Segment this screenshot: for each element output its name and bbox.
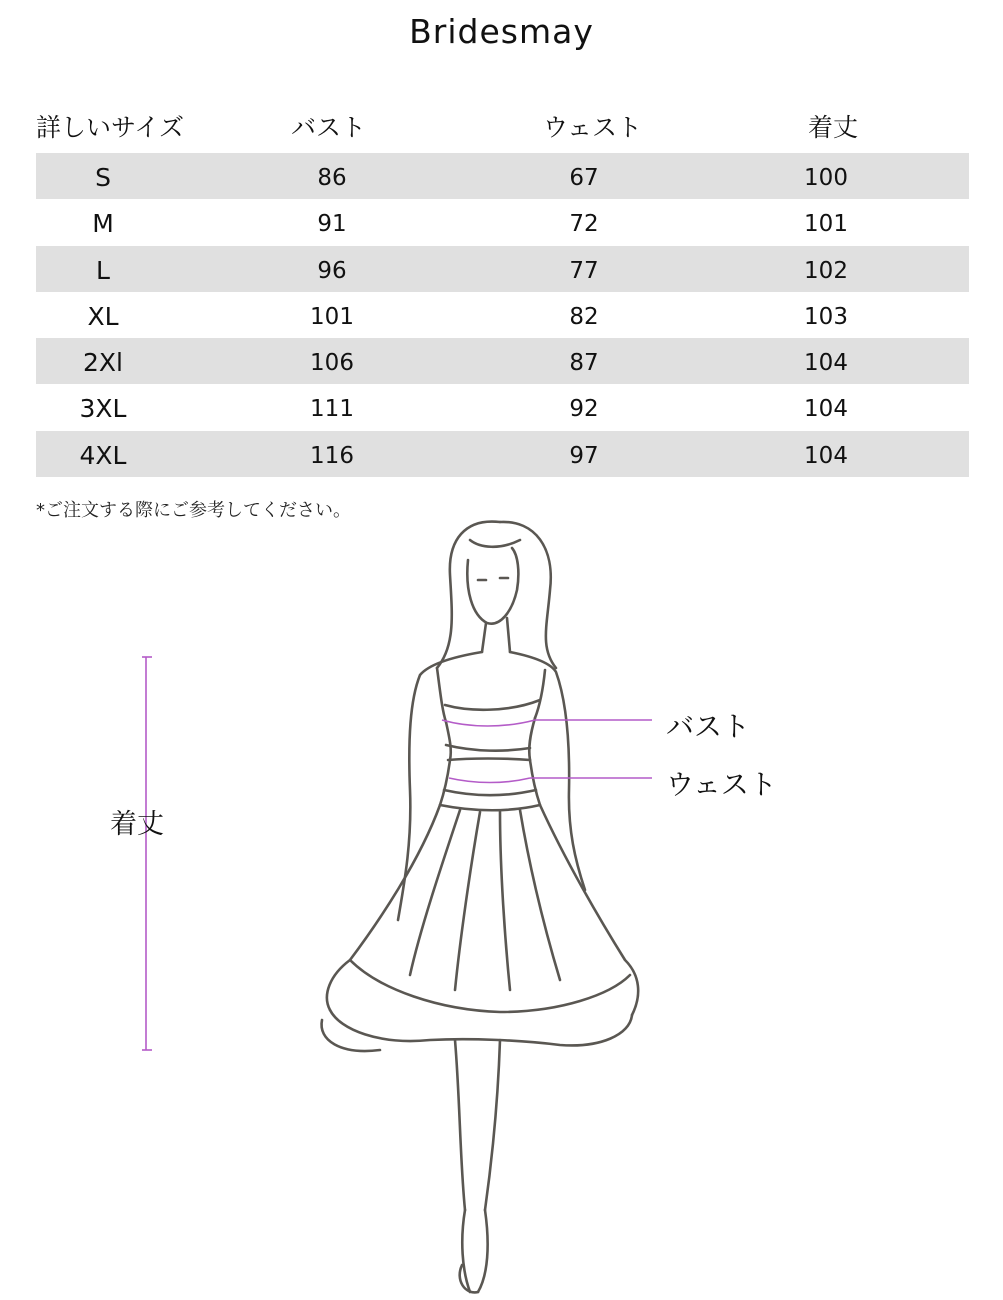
cell-bust: 96 xyxy=(317,257,347,284)
cell-size: 2Xl xyxy=(83,348,123,378)
cell-size: L xyxy=(96,255,110,285)
waist-label: ウェスト xyxy=(666,768,777,801)
cell-length: 101 xyxy=(804,211,848,238)
size-note: *ご注文する際にご参考してください。 xyxy=(36,500,351,521)
cell-length: 102 xyxy=(804,257,848,284)
cell-waist: 77 xyxy=(569,257,599,284)
header-size: 詳しいサイズ xyxy=(36,113,185,142)
cell-waist: 72 xyxy=(569,211,599,238)
brand-title: Bridesmay xyxy=(409,12,594,51)
cell-bust: 86 xyxy=(317,165,347,191)
header-length: 着丈 xyxy=(808,113,859,142)
cell-length: 100 xyxy=(804,165,848,191)
cell-length: 104 xyxy=(804,350,848,377)
cell-size: 3XL xyxy=(79,394,127,424)
figure-sketch xyxy=(322,522,639,1293)
cell-bust: 111 xyxy=(310,396,354,423)
cell-size: 4XL xyxy=(79,440,127,470)
cell-size: S xyxy=(95,163,111,192)
cell-waist: 97 xyxy=(569,442,599,469)
cell-length: 104 xyxy=(804,396,848,423)
cell-waist: 67 xyxy=(569,165,599,191)
cell-length: 103 xyxy=(804,303,848,330)
cell-waist: 82 xyxy=(569,303,599,330)
cell-waist: 92 xyxy=(569,396,599,423)
header-bust: バスト xyxy=(291,113,367,142)
cell-bust: 91 xyxy=(317,211,347,238)
cell-length: 104 xyxy=(804,442,848,469)
header-waist: ウェスト xyxy=(543,113,643,142)
cell-size: XL xyxy=(87,301,119,331)
bust-label: バスト xyxy=(666,710,751,743)
cell-bust: 106 xyxy=(310,350,354,377)
length-label: 着丈 xyxy=(110,809,164,840)
cell-size: M xyxy=(92,209,114,239)
cell-waist: 87 xyxy=(569,350,599,377)
bust-measure-line xyxy=(442,720,535,726)
cell-bust: 116 xyxy=(310,442,354,469)
waist-measure-line xyxy=(449,778,530,783)
cell-bust: 101 xyxy=(310,303,354,330)
